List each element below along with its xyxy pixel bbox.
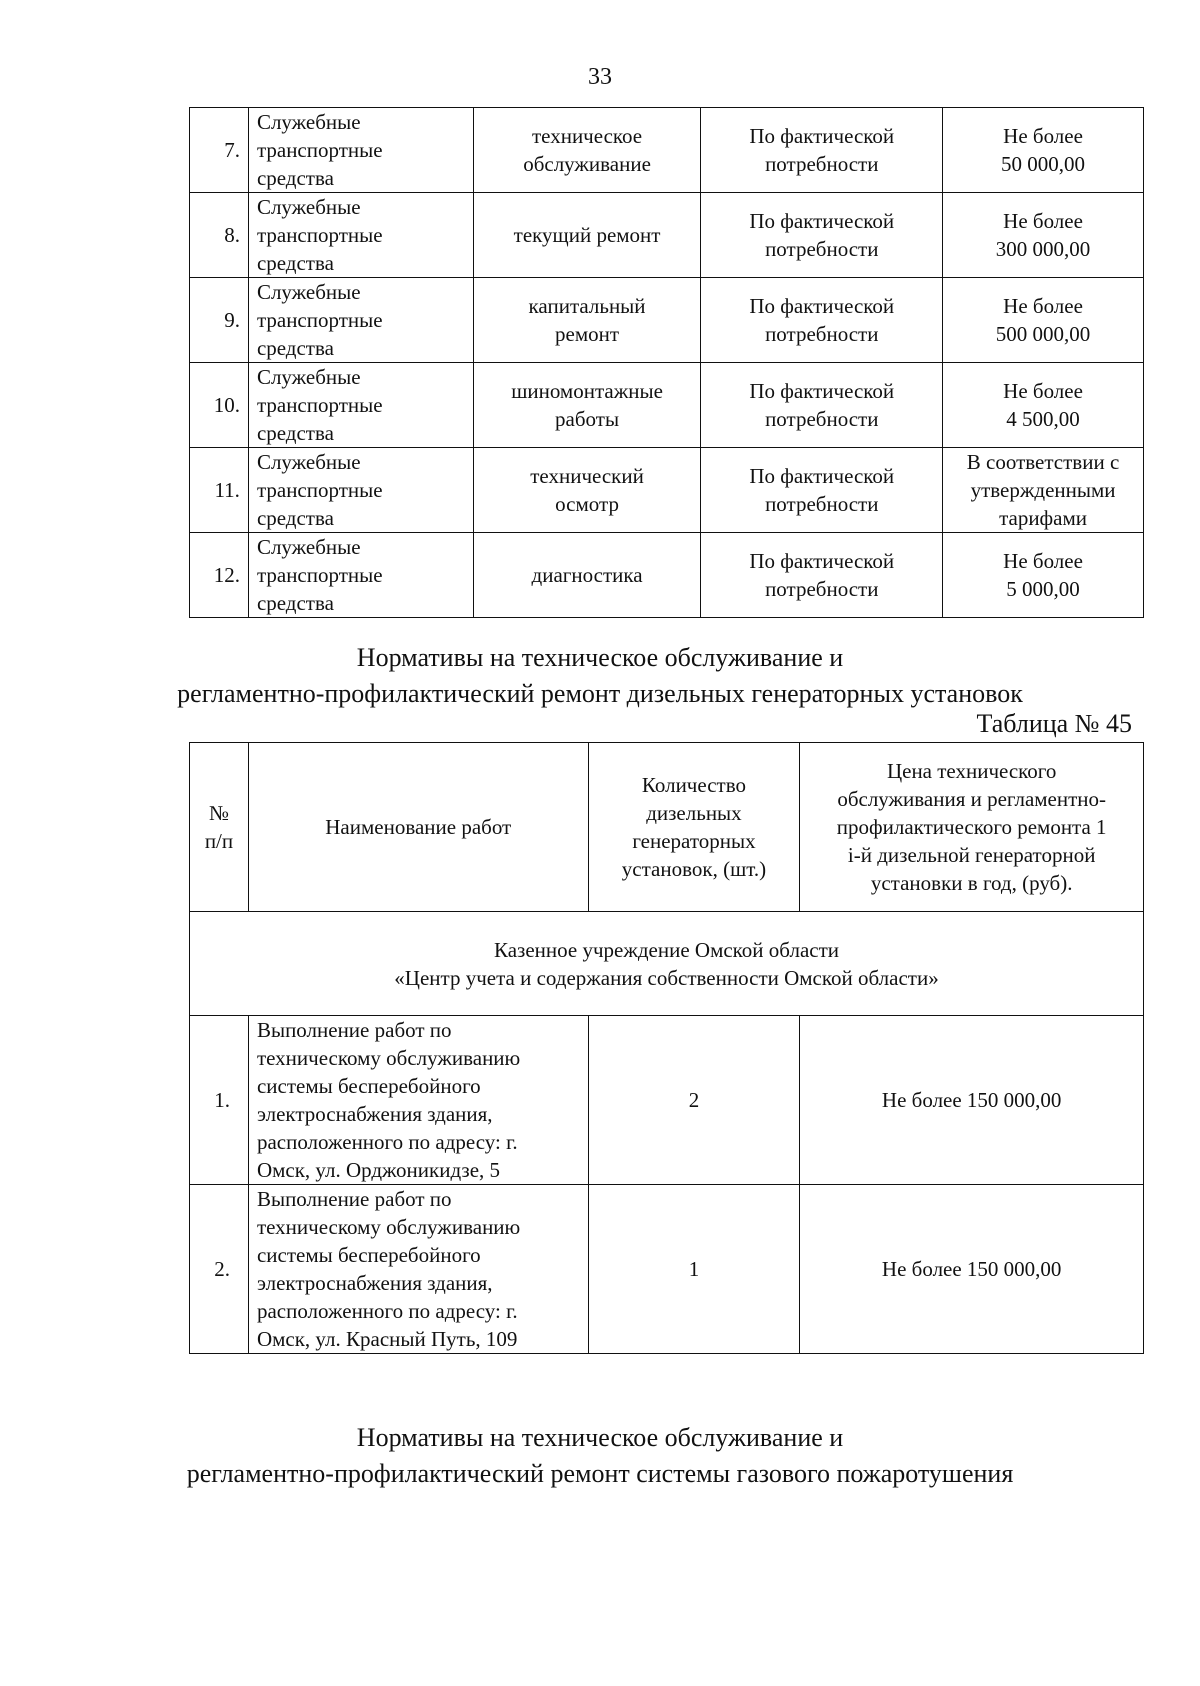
object-cell: Служебные транспортные средства (248, 448, 473, 533)
organization-name: Казенное учреждение Омской области (493, 937, 839, 962)
object-cell: Служебные транспортные средства (248, 533, 473, 618)
section-heading-line: регламентно-профилактический ремонт системы газового пожаротушения (186, 1459, 1014, 1488)
object-cell: Служебные транспортные средства (248, 108, 473, 193)
table-header-row (190, 743, 1144, 912)
quantity-cell: 2 (588, 1016, 800, 1185)
header-quantity: Количество дизельных генераторных установок, (шт.) (588, 743, 800, 912)
table-row (190, 533, 1144, 618)
row-number: 9. (190, 278, 249, 363)
organization-full-name: «Центр учета и содержания собственности Омской области» (394, 965, 939, 990)
table-label: Таблица № 45 (976, 709, 1132, 738)
header-work-name: Наименование работ (248, 743, 588, 912)
row-number: 7. (190, 108, 249, 193)
work-type-cell: диагностика (473, 533, 701, 618)
quantity-cell: По фактической потребности (701, 108, 943, 193)
quantity-cell: По фактической потребности (701, 278, 943, 363)
row-number: 11. (190, 448, 249, 533)
vehicle-services-table-body (190, 108, 1144, 618)
table-row (190, 278, 1144, 363)
table-row (190, 108, 1144, 193)
header-num: № п/п (190, 743, 249, 912)
price-cell: Не более 500 000,00 (943, 278, 1144, 363)
generator-maintenance-table-body (190, 743, 1144, 1354)
row-number: 8. (190, 193, 249, 278)
row-number: 2. (190, 1185, 249, 1354)
price-cell: Не более 300 000,00 (943, 193, 1144, 278)
organization-row (190, 912, 1144, 1016)
quantity-cell: По фактической потребности (701, 193, 943, 278)
quantity-cell: По фактической потребности (701, 448, 943, 533)
header-price: Цена технического обслуживания и регламентно- профилактического ремонта 1 i-й дизельной генераторной установки в год, (руб). (800, 743, 1144, 912)
work-name-cell: Выполнение работ по техническому обслуживанию системы бесперебойного электроснабжения здания, расположенного по адресу: г. Омск, ул. Орджоникидзе, 5 (248, 1016, 588, 1185)
quantity-cell: По фактической потребности (701, 533, 943, 618)
row-number: 1. (190, 1016, 249, 1185)
work-type-cell: техническое обслуживание (473, 108, 701, 193)
price-cell: Не более 5 000,00 (943, 533, 1144, 618)
object-cell: Служебные транспортные средства (248, 278, 473, 363)
table-row (190, 193, 1144, 278)
page-number: 33 (588, 64, 612, 90)
price-cell: Не более 50 000,00 (943, 108, 1144, 193)
section-heading-line: регламентно-профилактический ремонт дизельных генераторных установок (177, 679, 1023, 708)
generator-maintenance-table (189, 742, 1144, 1354)
organization-cell (190, 912, 1144, 1016)
vehicle-services-table (189, 107, 1144, 618)
quantity-cell: 1 (588, 1185, 800, 1354)
work-type-cell: шиномонтажные работы (473, 363, 701, 448)
section-heading-generators (0, 640, 1200, 712)
work-type-cell: капитальный ремонт (473, 278, 701, 363)
table-row (190, 448, 1144, 533)
table-row (190, 1185, 1144, 1354)
table-row (190, 1016, 1144, 1185)
work-name-cell: Выполнение работ по техническому обслуживанию системы бесперебойного электроснабжения здания, расположенного по адресу: г. Омск, ул. Красный Путь, 109 (248, 1185, 588, 1354)
row-number: 12. (190, 533, 249, 618)
work-type-cell: текущий ремонт (473, 193, 701, 278)
price-cell: Не более 4 500,00 (943, 363, 1144, 448)
price-cell: Не более 150 000,00 (800, 1016, 1144, 1185)
object-cell: Служебные транспортные средства (248, 363, 473, 448)
price-cell: В соответствии с утвержденными тарифами (943, 448, 1144, 533)
section-heading-line: Нормативы на техническое обслуживание и (356, 643, 844, 672)
row-number: 10. (190, 363, 249, 448)
quantity-cell: По фактической потребности (701, 363, 943, 448)
section-heading-line: Нормативы на техническое обслуживание и (356, 1423, 844, 1452)
work-type-cell: технический осмотр (473, 448, 701, 533)
object-cell: Служебные транспортные средства (248, 193, 473, 278)
section-heading-fire-suppression (0, 1420, 1200, 1492)
price-cell: Не более 150 000,00 (800, 1185, 1144, 1354)
table-row (190, 363, 1144, 448)
